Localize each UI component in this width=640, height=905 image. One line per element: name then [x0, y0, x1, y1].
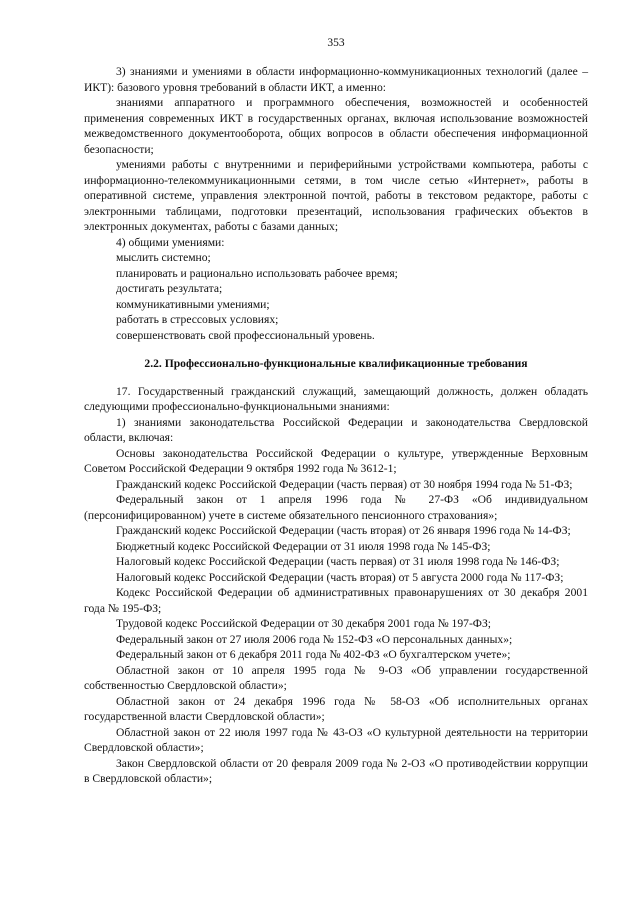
paragraph: Трудовой кодекс Российской Федерации от 30 декабря 2001 года № 197-ФЗ;	[116, 617, 491, 630]
paragraph: Налоговый кодекс Российской Федерации (часть первая) от 31 июля 1998 года № 146-ФЗ;	[116, 555, 560, 568]
paragraph: Федеральный закон от 6 декабря 2011 года № 402-ФЗ «О бухгалтерском учете»;	[116, 648, 511, 661]
section-heading: 2.2. Профессионально-функциональные квалификационные требования	[144, 357, 528, 370]
paragraph: 1) знаниями законодательства Российской Федерации и законодательства Свердловской области, включая:	[84, 415, 588, 444]
paragraph: коммуникативными умениями;	[116, 297, 270, 311]
paragraph: Налоговый кодекс Российской Федерации (часть вторая) от 5 августа 2000 года № 117-ФЗ;	[116, 570, 564, 584]
paragraph: Кодекс Российской Федерации об административных правонарушениях от 30 декабря 2001 года № 195-ФЗ;	[84, 586, 588, 615]
paragraph: Федеральный закон от 27 июля 2006 года № 152-ФЗ «О персональных данных»;	[116, 632, 513, 646]
paragraph: Областной закон от 24 декабря 1996 года № 58-ОЗ «Об исполнительных органах государственной власти Свердловской области»;	[84, 694, 588, 723]
paragraph: Гражданский кодекс Российской Федерации (часть первая) от 30 ноября 1994 года № 51-ФЗ;	[116, 477, 573, 491]
functional-requirements-section	[84, 384, 588, 787]
paragraph: 4) общими умениями:	[116, 235, 225, 249]
paragraph: достигать результата;	[116, 282, 223, 295]
paragraph: Областной закон от 10 апреля 1995 года № 9-ОЗ «Об управлении государственной собственностью Свердловской области»;	[84, 663, 588, 692]
paragraph: 17. Государственный гражданский служащий, замещающий должность, должен обладать следующими профессионально-функциональными знаниями:	[84, 384, 588, 413]
paragraph: мыслить системно;	[116, 251, 211, 264]
paragraph: 3) знаниями и умениями в области информационно-коммуникационных технологий (далее – ИКТ): базового уровня требований в области ИКТ, а именно:	[84, 65, 588, 94]
paragraph: Основы законодательства Российской Федерации о культуре, утвержденные Верховным Советом Российской Федерации 9 октября 1992 года № 3612-1;	[84, 446, 588, 475]
paragraph: Закон Свердловской области от 20 февраля 2009 года № 2-ОЗ «О противодействии коррупции в Свердловской области»;	[84, 756, 588, 785]
paragraph: планировать и рационально использовать рабочее время;	[116, 266, 398, 280]
paragraph: умениями работы с внутренними и периферийными устройствами компьютера, работы с информационно-телекоммуникационными сетями, в том числе сетью «Интернет», работы в оперативной системе, управления электронной почтой, работы в текстовом редакторе, работы с электронными таблицами, подготовки презентаций, использования графических объектов в электронных документах, работы с базами данных;	[84, 158, 588, 233]
paragraph: совершенствовать свой профессиональный уровень.	[116, 328, 375, 342]
paragraph: Областной закон от 22 июля 1997 года № 43-ОЗ «О культурной деятельности на территории Свердловской области»;	[84, 725, 588, 754]
page-number: 353	[327, 37, 345, 49]
paragraph: работать в стрессовых условиях;	[116, 313, 279, 326]
paragraph: Бюджетный кодекс Российской Федерации от 31 июля 1998 года № 145-ФЗ;	[116, 539, 491, 553]
paragraph: Федеральный закон от 1 апреля 1996 года № 27-ФЗ «Об индивидуальном (персонифицированном) учете в системе обязательного пенсионного страхования»;	[84, 493, 588, 522]
paragraph: Гражданский кодекс Российской Федерации (часть вторая) от 26 января 1996 года № 14-ФЗ;	[116, 524, 571, 537]
qualification-skills-section	[84, 64, 588, 343]
paragraph: знаниями аппаратного и программного обеспечения, возможностей и особенностей применения современных ИКТ в государственных органах, включая использование возможностей межведомственного документооборота, общих вопросов в области обеспечения информационной безопасности;	[84, 96, 588, 156]
